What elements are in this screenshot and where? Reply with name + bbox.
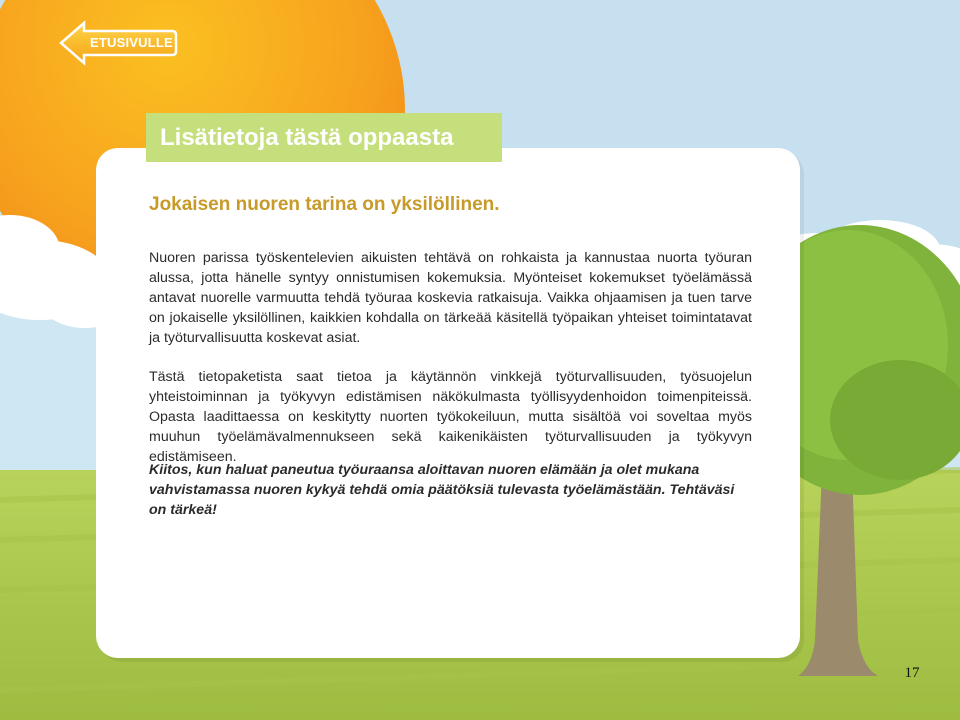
back-button-label: ETUSIVULLE xyxy=(90,35,173,50)
intro-paragraph: Nuoren parissa työskentelevien aikuisten tehtävä on rohkaista ja kannustaa nuorta työuran alussa, jotta hänelle syntyy onnistumisen kokemuksia. Myönteiset kokemukset työelämässä antavat nuorelle varmuutta tehdä työuraa koskevia ratkaisuja. Vaikka ohjaamisen ja tuen tarve on jokaiselle yksilöllinen, kaikkien kohdalla on tärkeää käsitellä työpaikan yhteiset toimintatavat ja työturvallisuutta koskevat asiat. xyxy=(149,250,752,346)
closing-paragraph: Kiitos, kun haluat paneutua työuraansa aloittavan nuoren elämään ja olet mukana vahvistamassa nuoren kykyä tehdä omia päätöksiä tulevasta työelämästään. Tehtäväsi on tärkeä! xyxy=(149,462,735,518)
section-subtitle: Jokaisen nuoren tarina on yksilöllinen. xyxy=(149,194,500,215)
back-to-home-button[interactable] xyxy=(58,20,178,66)
info-paragraph: Tästä tietopaketista saat tietoa ja käytännön vinkkejä työturvallisuuden, työsuojelun yhteistoiminnan ja työkyvyn edistämisen näkökulmasta työllisyydenhoidon toimenpiteissä. Opasta laadittaessa on keskitytty nuorten työkokeiluun, mutta sisältöä voi soveltaa myös muuhun työelämävalmennukseen sekä kaikenikäisten työturvallisuuden ja työkyvyn edistämiseen. xyxy=(149,369,752,465)
page-number: 17 xyxy=(904,665,920,681)
page-title: Lisätietoja tästä oppaasta xyxy=(146,113,502,162)
